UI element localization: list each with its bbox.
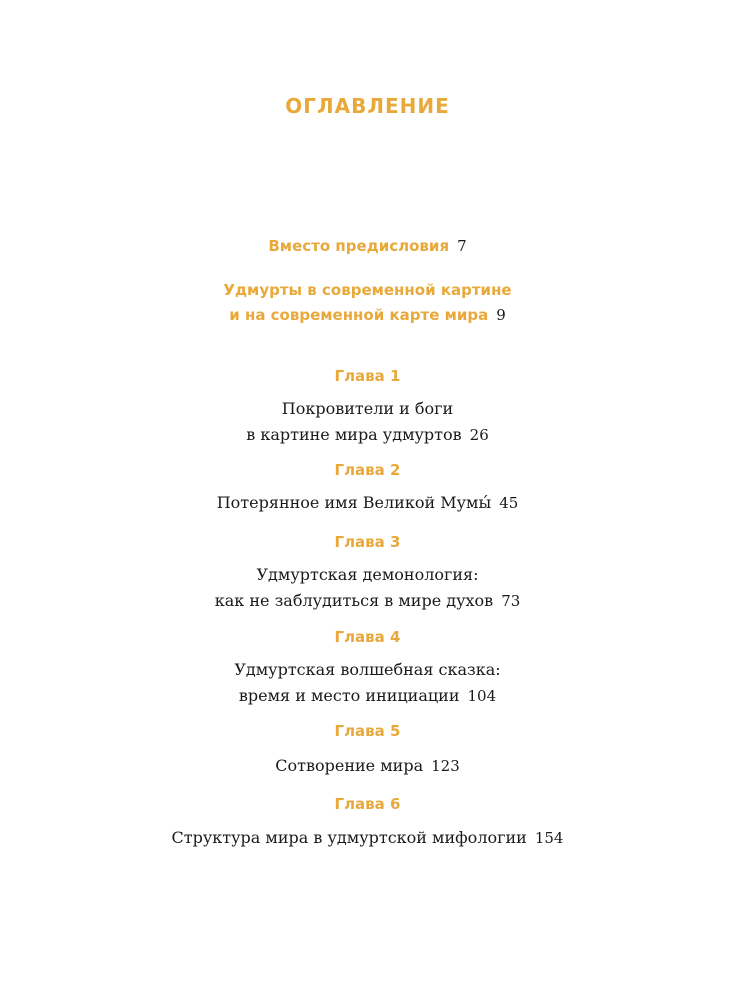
page-number: 26 (469, 426, 489, 444)
toc-entry-title-line: Структура мира в удмуртской мифологии 154 (171, 828, 564, 847)
toc-entry-chapter-2[interactable] (0, 490, 735, 516)
toc-entry-chapter-1[interactable] (0, 396, 735, 448)
toc-entry-title-line: в картине мира удмуртов 26 (246, 425, 489, 444)
toc-entry-chapter-5[interactable] (0, 753, 735, 779)
toc-entry-title-line: Удмурты в современной картине (223, 281, 512, 299)
page-number: 7 (457, 237, 467, 255)
toc-entry-title-line: Покровители и боги (281, 399, 454, 418)
page-number: 9 (496, 306, 506, 324)
page-number: 45 (499, 494, 519, 512)
toc-entry-title-line: Вместо предисловия 7 (268, 237, 467, 255)
toc-entry-chapter-6[interactable] (0, 825, 735, 851)
toc-entry-title-line: как не заблудиться в мире духов 73 (214, 591, 521, 610)
toc-entry-preface[interactable] (0, 234, 735, 259)
toc-entry-chapter-4[interactable] (0, 657, 735, 709)
chapter-label-4: Глава 4 (334, 628, 401, 646)
chapter-label-2: Глава 2 (334, 461, 401, 479)
page-number: 154 (534, 829, 564, 847)
toc-entry-title-line: Потерянное имя Великой Мумы́ 45 (216, 493, 519, 512)
chapter-label-1: Глава 1 (334, 367, 401, 385)
chapter-label-3: Глава 3 (334, 533, 401, 551)
chapter-label-6: Глава 6 (334, 795, 401, 813)
toc-entry-title-line: время и место инициации 104 (238, 686, 497, 705)
toc-heading: ОГЛАВЛЕНИЕ (285, 94, 450, 118)
page-number: 73 (501, 592, 521, 610)
toc-entry-title-line: Удмуртская демонология: (256, 565, 479, 584)
page-number: 123 (431, 757, 460, 775)
toc-entry-title-line: и на современной карте мира 9 (229, 306, 506, 324)
toc-entry-chapter-3[interactable] (0, 562, 735, 614)
toc-entry-introduction[interactable] (0, 278, 735, 328)
toc-entry-title-line: Удмуртская волшебная сказка: (234, 660, 501, 679)
chapter-label-5: Глава 5 (334, 722, 401, 740)
page-number: 104 (467, 687, 497, 705)
toc-entry-title-line: Сотворение мира 123 (275, 756, 460, 775)
